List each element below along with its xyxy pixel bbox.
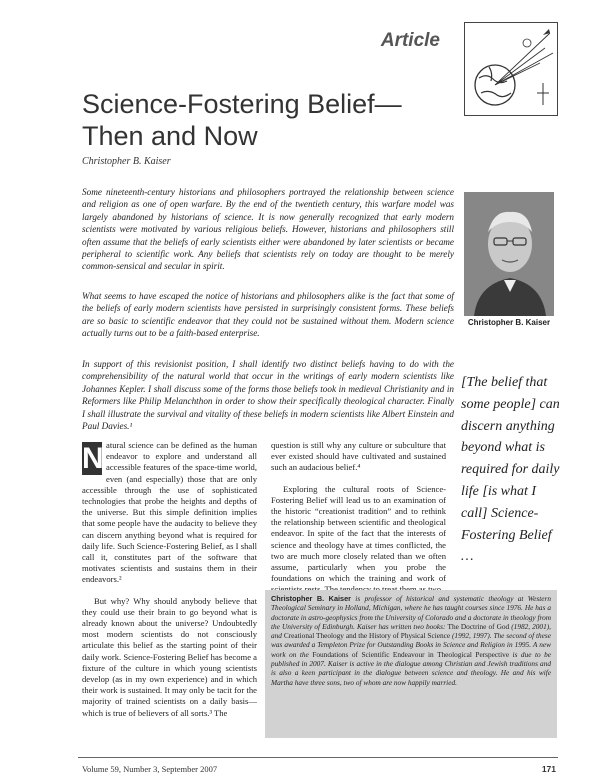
body-paragraph: atural science can be defined as the human endeavor to explore and understand all accessible features of the space-time world, even (and especially) those that are only accessible through the use of sophisticated technologies that probe the heights and depths of the universe. But this simple definition implies that some people have the audacity to believe they can discern anything beyond what is required for daily life. Such Science-Fostering Belief, as I shall call it, constitutes part of the software that motivates scientists and sustains them in their endeavors.² — [82, 440, 257, 585]
pull-quote: [The belief that some people] can discern anything beyond what is required for daily life [is what I call] Science-Fostering Belief … — [461, 375, 560, 565]
abstract-paragraph-2: What seems to have escaped the notice of historians and philosophers alike is the fact that some of the beliefs of early modern scientists have persisted in surprisingly consistent forms. These beliefs are so basic to scientific endeavor that they could not be sustained without them. Modern science actually turns out to be a faith-based enterprise. — [82, 291, 454, 339]
issue-info: Volume 59, Number 3, September 2007 — [82, 764, 218, 774]
body-column-2 — [271, 440, 446, 596]
photo-caption: Christopher B. Kaiser — [467, 318, 551, 327]
article-kicker: Article — [380, 30, 440, 51]
drop-cap: N — [82, 442, 104, 475]
body-paragraph: question is still why any culture or subculture that ever existed should have cultivated and sustained such an audacious belief.⁴ — [271, 440, 446, 473]
abstract-paragraph-3: In support of this revisionist position, I shall identify two distinct beliefs having to do with the comprehensibility of the natural world that occur in the writings of early modern scientists like Johannes Kepler. I shall discuss some of the forms those beliefs took in medieval Christianity and in Reformers like Philip Melanchthon in order to show their specifically theological character. Finally I shall illustrate the survival and vitality of these beliefs in modern scientists like Albert Einstein and Paul Davies.¹ — [82, 359, 454, 432]
page-number: 171 — [541, 764, 556, 774]
book-title: Creational Theology and the History of Physical Science — [283, 631, 451, 641]
bio-name: Christopher B. Kaiser — [271, 594, 351, 603]
article-author: Christopher B. Kaiser — [82, 156, 171, 167]
body-paragraph: But why? Why should anybody believe that they could use their brain to go beyond what is already known about the universe? Undoubtedly most modern scientists do not consciously articulate this belief as the starting point of their daily work. Science-Fostering Belief has become a fixture of the culture in which young scientists develop (as in my own experience) and in which their work is sustained. It may only be tacit for the majority of trained scientists on a daily basis—which is true of believers of all sorts.³ The — [82, 595, 257, 718]
body-column-1 — [82, 440, 257, 719]
globe-compass-icon — [465, 23, 557, 115]
abstract-paragraph-1: Some nineteenth-century historians and philosophers portrayed the relationship between science and religion as one of open warfare. By the end of the twentieth century, this warfare model was largely abandoned by historians of science. It is now generally recognized that early modern scientists were motivated by various religious beliefs. However, historians and philosophers still often assume that the beliefs of early scientists either were abandoned by later scientists or became peripheral to scientific work. Any beliefs that scientists rely on today are thought to be merely common-sensical and secular in spirit. — [82, 187, 454, 272]
article-title: Science-Fostering Belief—Then and Now — [82, 89, 402, 151]
book-title: The Doctrine of God — [447, 621, 510, 631]
author-bio-box: Christopher B. Kaiser is professor of historical and systematic theology at Western Theological Seminary in Holland, Michigan, where he has taught courses since 1976. He has a doctorate in astro-geophysics from the University of Colorado and a doctorate in theology from the University of Edinburgh. Kaiser has written two books: The Doctrine of God (1982, 2001), and Creational Theology and the History of Physical Science (1992, 1997). The second of these was awarded a Templeton Prize for Outstanding Books in Science and Religion in 1995. A new work on the Foundations of Scientific Endeavour in Theological Perspective is due to be published in 2007. Kaiser is active in the dialogue among Christian and Jewish traditions and is also a keen participant in the dialogue between science and theology. He and his wife Martha have three sons, two of whom are now happily married. — [265, 590, 557, 738]
author-photo — [464, 192, 554, 316]
book-title: Foundations of Scientific Endeavour in Theological Perspective — [312, 649, 510, 659]
body-paragraph: Exploring the cultural roots of Science-Fostering Belief will lead us to an examination of the historic “creationist tradition” and to rethink the relationship between scientific and theological endeavor. In spite of the fact that the interests of science and theology have at times conflicted, the two are much more closely related than we often assume, particularly when you probe the foundations on which the training and work of — [271, 483, 446, 584]
journal-logo — [464, 22, 558, 116]
footer-divider — [78, 757, 558, 758]
